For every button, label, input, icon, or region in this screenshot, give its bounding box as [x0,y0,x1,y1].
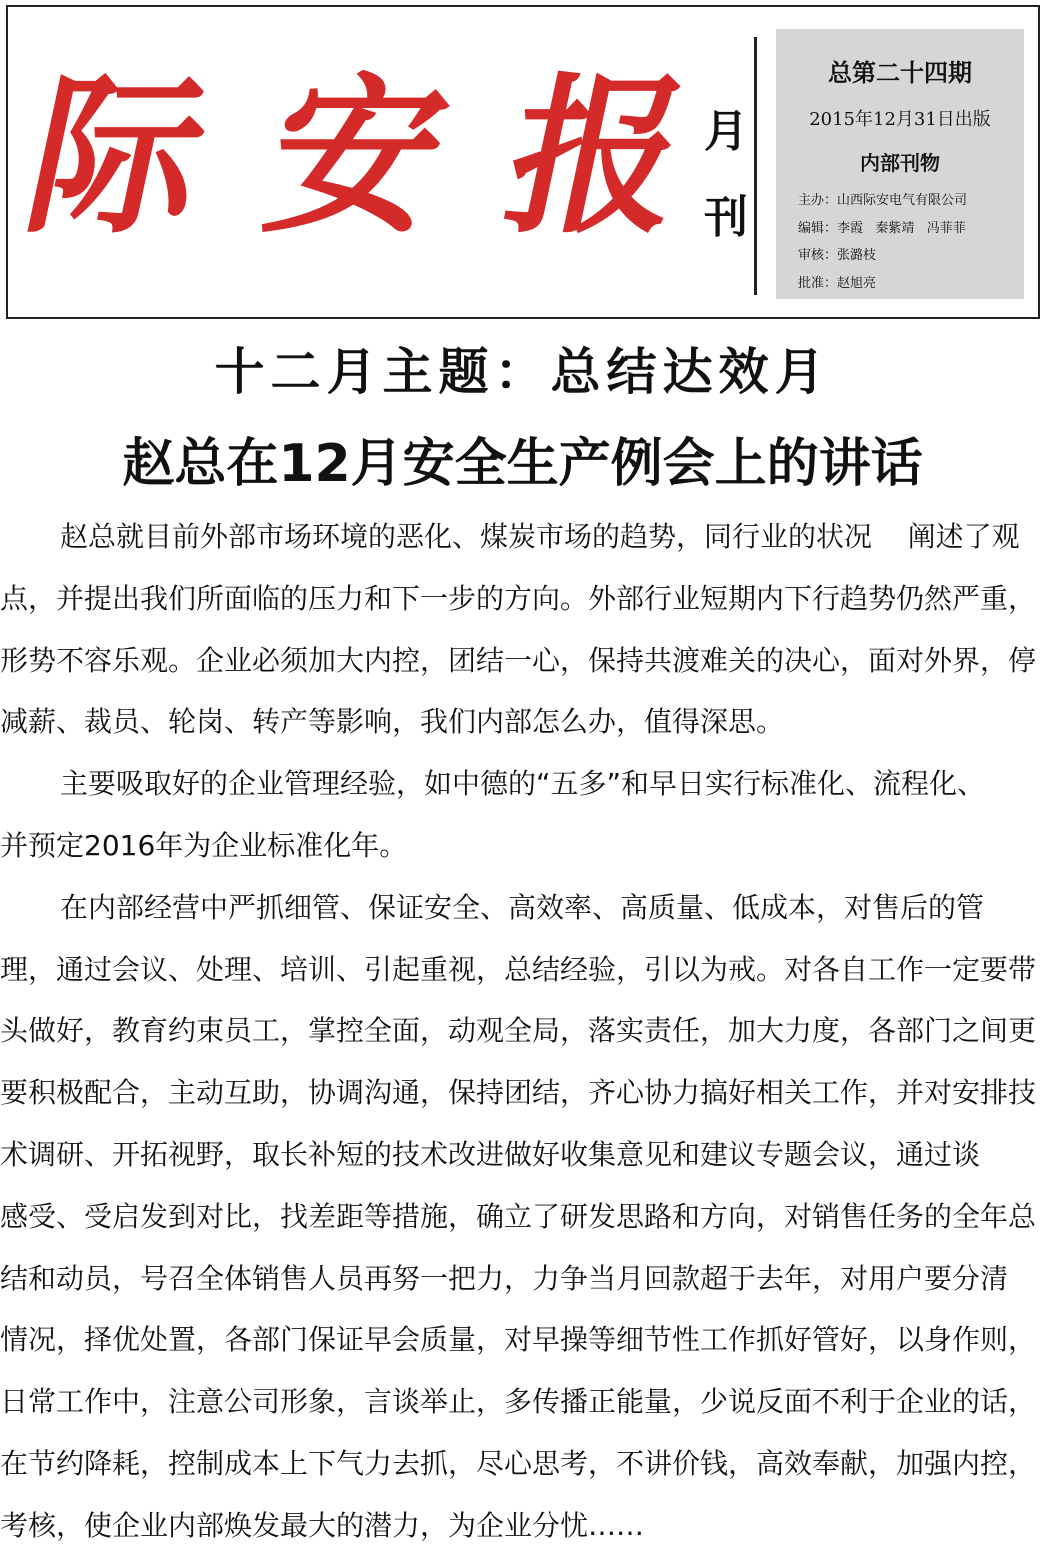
paragraph-line: 结和动员，号召全体销售人员再努一把力，力争当月回款超于去年，对用户要分清 [0,1261,1009,1295]
paragraph-line: 赵总就目前外部市场环境的恶化、煤炭市场的趋势，同行业的状况 阐述了观 [60,520,1020,553]
paragraph-line: 在节约降耗，控制成本上下气力去抓，尽心思考，不讲价钱，高效奉献，加强内控， [0,1446,1037,1480]
issue-info-box [776,29,1024,299]
paragraph-line: 理，通过会议、处理、培训、引起重视，总结经验，引以为戒。对各自工作一定要带 [0,952,1037,986]
article-body [0,506,1045,1557]
paragraph-line: 要积极配合，主动互助，协调沟通，保持团结，齐心协力搞好相关工作，并对安排技 [0,1076,1037,1110]
logo-char-1: 际 [10,57,224,257]
publication-date: 2015年12月31日出版 [809,109,991,130]
masthead-divider [754,37,757,295]
paragraph-line: 形势不容乐观。企业必须加大内控，团结一心，保持共渡难关的决心，面对外界，停 [0,643,1037,677]
paragraph-1 [0,506,1045,753]
paragraph-3 [0,877,1045,1557]
paragraph-line: 情况，择优处置，各部门保证早会质量，对早操等细节性工作抓好管好，以身作则， [0,1323,1037,1357]
monthly-label [696,89,756,261]
newspaper-logo [10,47,712,267]
monthly-theme-title: 十二月主题：总结达效月 [214,343,831,401]
masthead [6,5,1040,319]
monthly-label-bottom: 刊 [704,192,748,243]
paragraph-line: 并预定2016年为企业标准化年。 [0,828,408,862]
article-headline: 赵总在12月安全生产例会上的讲话 [122,434,923,494]
paragraph-line: 考核，使企业内部焕发最大的潜力，为企业分忧…… [0,1508,645,1542]
issue-number: 总第二十四期 [828,59,972,87]
monthly-label-top: 月 [704,106,748,157]
paragraph-line: 主要吸取好的企业管理经验，如中德的“五多”和早日实行标准化、流程化、 [60,767,986,801]
paragraph-line: 在内部经营中严抓细管、保证安全、高效率、高质量、低成本，对售后的管 [60,890,985,924]
reviewer-credit: 审核：张潞枝 [798,248,877,263]
paragraph-line: 术调研、开拓视野，取长补短的技术改进做好收集意见和建议专题会议，通过谈 [0,1137,981,1171]
paragraph-2 [0,753,1045,877]
approver-credit: 批准：赵旭亮 [798,276,877,291]
logo-char-2: 安 [250,57,464,257]
paragraph-line: 头做好，教育约束员工，掌控全面，动观全局，落实责任，加大力度，各部门之间更 [0,1014,1037,1048]
sponsor-credit: 主办：山西际安电气有限公司 [798,193,968,208]
internal-publication-label: 内部刊物 [860,151,940,175]
paragraph-line: 减薪、裁员、轮岗、转产等影响，我们内部怎么办，值得深思。 [0,705,785,739]
editors-credit: 编辑：李霞 秦紫靖 冯菲菲 [798,221,966,236]
paragraph-line: 日常工作中，注意公司形象，言谈举止，多传播正能量，少说反面不利于企业的话， [0,1385,1037,1419]
paragraph-line: 感受、受启发到对比，找差距等措施，确立了研发思路和方向，对销售任务的全年总 [0,1199,1037,1233]
logo-char-3: 报 [490,57,704,257]
paragraph-line: 点，并提出我们所面临的压力和下一步的方向。外部行业短期内下行趋势仍然严重， [0,581,1037,615]
